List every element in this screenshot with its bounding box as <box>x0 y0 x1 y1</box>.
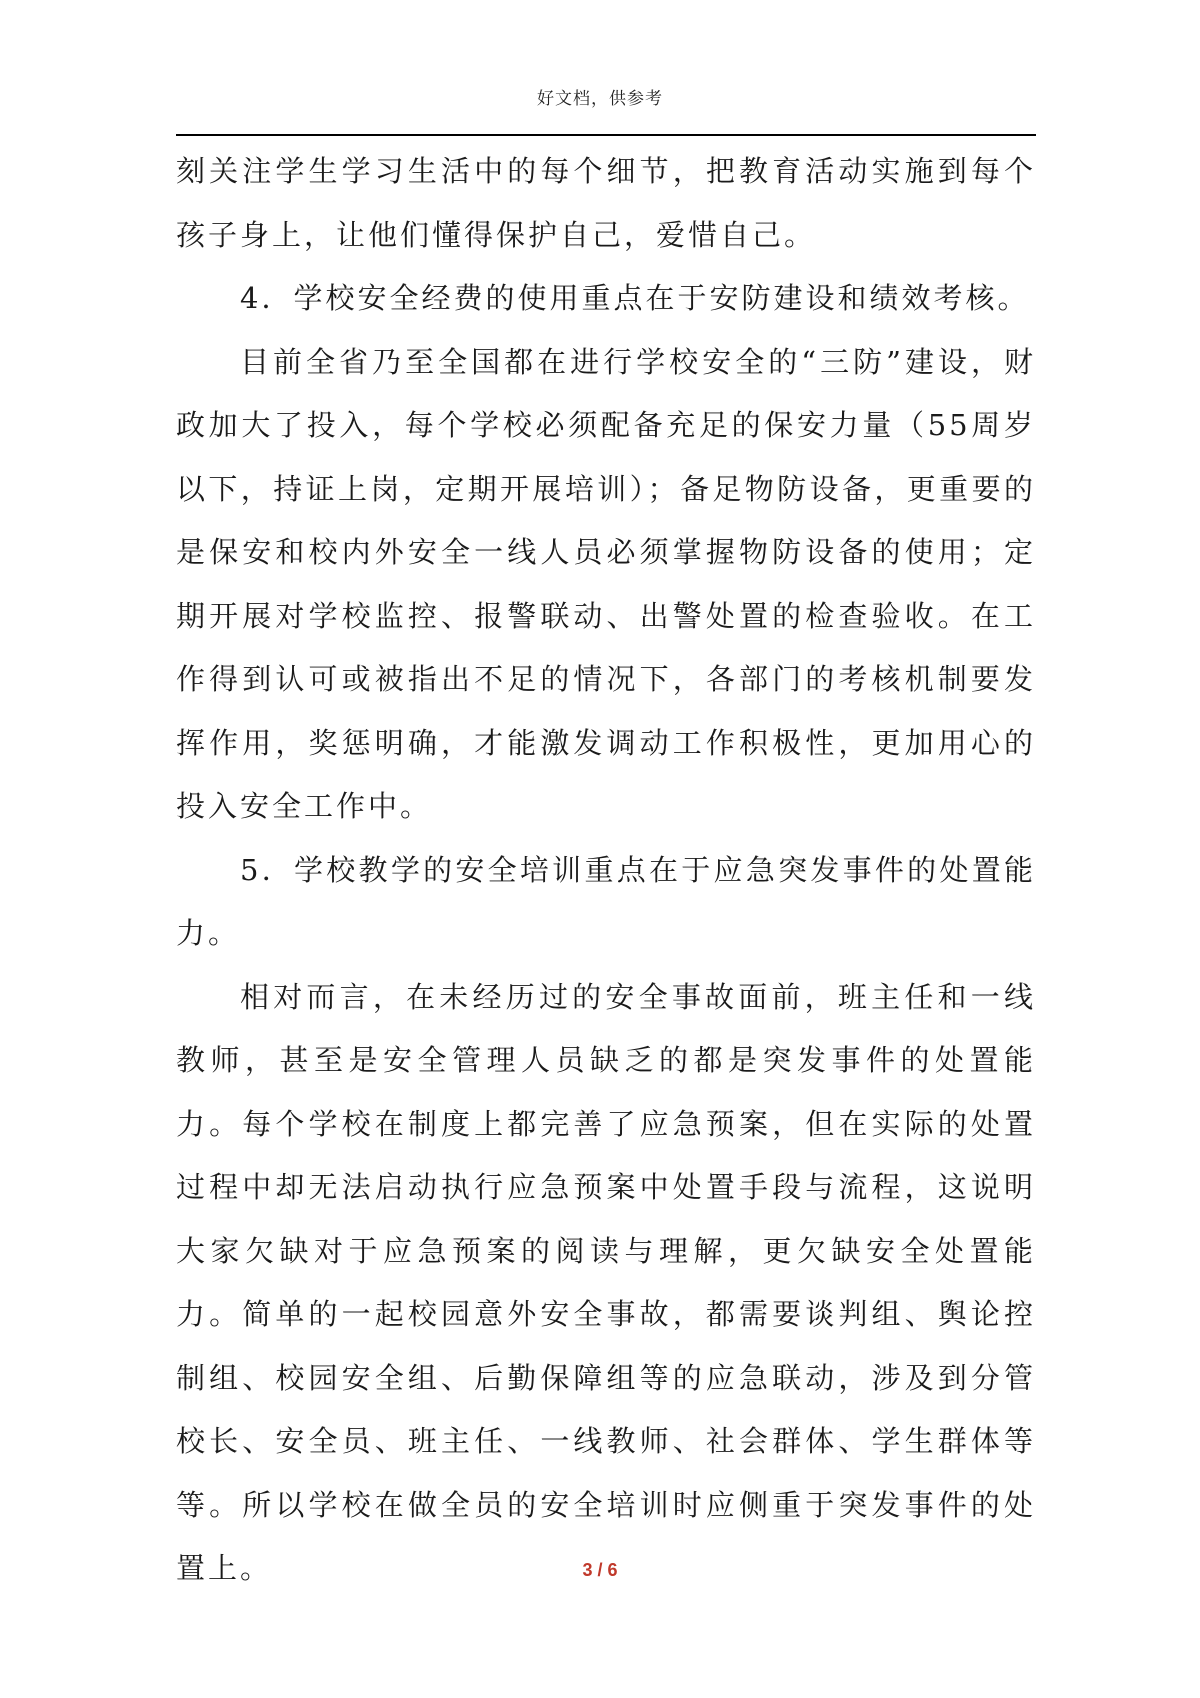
document-body <box>176 140 1036 1601</box>
page-number: 3 / 6 <box>582 1560 618 1580</box>
page-header: 好文档，供参考 <box>537 89 663 109</box>
header-divider <box>176 134 1036 136</box>
paragraph-continuation: 刻关注学生学习生活中的每个细节，把教育活动实施到每个孩子身上，让他们懂得保护自己，爱惜自己。 <box>176 154 1036 252</box>
section-heading-5: 5．学校教学的安全培训重点在于应急突发事件的处置能力。 <box>176 852 1036 950</box>
paragraph-emergency-training: 相对而言，在未经历过的安全事故面前，班主任和一线教师，甚至是安全管理人员缺乏的都是突发事件的处置能力。每个学校在制度上都完善了应急预案，但在实际的处置过程中却无法启动执行应急预案中处置手段与流程，这说明大家欠缺对于应急预案的阅读与理解，更欠缺安全处置能力。简单的一起校园意外安全事故，都需要谈判组、舆论控制组、校园安全组、后勤保障组等的应急联动，涉及到分管校长、安全员、班主任、一线教师、社会群体、学生群体等等。所以学校在做全员的安全培训时应侧重于突发事件的处置上。 <box>176 979 1036 1585</box>
paragraph-security-funding: 目前全省乃至全国都在进行学校安全的“三防”建设，财政加大了投入，每个学校必须配备充足的保安力量（55周岁以下，持证上岗，定期开展培训）；备足物防设备，更重要的是保安和校内外安全一线人员必须掌握物防设备的使用；定期开展对学校监控、报警联动、出警处置的检查验收。在工作得到认可或被指出不足的情况下，各部门的考核机制要发挥作用，奖惩明确，才能激发调动工作积极性，更加用心的投入安全工作中。 <box>176 344 1036 823</box>
section-heading-4: 4．学校安全经费的使用重点在于安防建设和绩效考核。 <box>240 281 1030 315</box>
